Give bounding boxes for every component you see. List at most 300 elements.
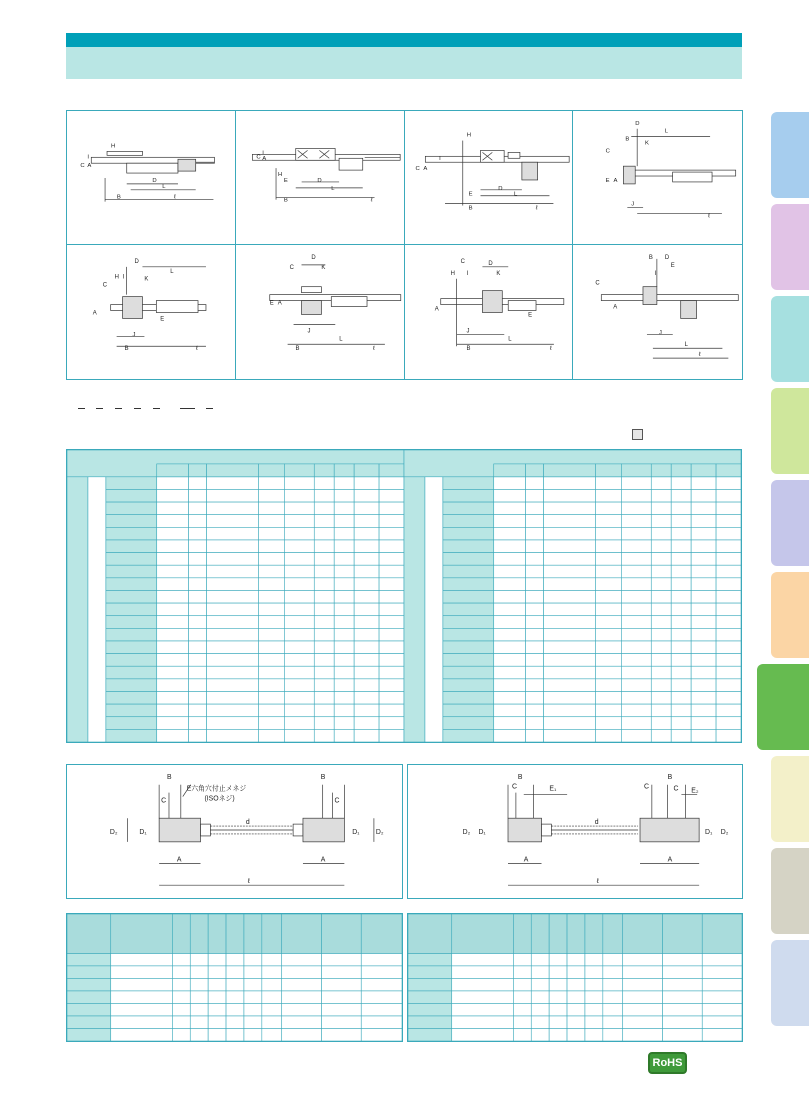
spec-data-cell: [189, 527, 207, 540]
spec-data-cell: [314, 477, 334, 490]
dim-data-cell: [190, 1028, 208, 1041]
spec-data-cell: [671, 603, 691, 616]
spec-subheader-cell: [258, 464, 284, 477]
spec-data-cell: [494, 717, 526, 730]
spec-data-cell: [595, 691, 621, 704]
side-tab-1[interactable]: [771, 112, 809, 198]
spec-data-cell: [691, 527, 716, 540]
left-drawing-label: A: [320, 856, 326, 864]
spec-data-cell: [258, 540, 284, 553]
side-tab-3[interactable]: [771, 296, 809, 382]
spec-data-cell: [621, 477, 651, 490]
diagram-3-label: C: [414, 166, 420, 173]
spec-data-cell: [284, 628, 314, 641]
spec-data-cell: [207, 679, 259, 692]
dim-data-cell: [662, 1028, 702, 1041]
right-drawing-label: B: [667, 773, 673, 781]
diagram-7-label: A: [434, 306, 439, 313]
diagram-6-label: E: [269, 300, 274, 307]
side-tab-10[interactable]: [771, 940, 809, 1026]
spec-model-cell: [443, 603, 494, 616]
spec-data-cell: [595, 729, 621, 742]
spec-data-cell: [544, 553, 596, 566]
spec-data-cell: [189, 515, 207, 528]
rohs-badge: RoHS: [648, 1052, 687, 1074]
spec-data-cell: [157, 565, 189, 578]
dim-data-cell: [190, 1016, 208, 1029]
diagram-4-label: D: [635, 120, 640, 127]
dim-data-cell: [172, 1016, 190, 1029]
spec-data-cell: [494, 691, 526, 704]
spec-data-cell: [314, 565, 334, 578]
spec-data-cell: [157, 654, 189, 667]
spec-data-cell: [691, 641, 716, 654]
diagram-4-label: K: [645, 140, 650, 147]
dim-data-cell: [585, 953, 603, 966]
spec-data-cell: [716, 590, 741, 603]
spec-data-cell: [716, 540, 741, 553]
spec-data-cell: [189, 578, 207, 591]
spec-data-cell: [284, 553, 314, 566]
spec-data-cell: [651, 704, 671, 717]
spec-data-cell: [651, 616, 671, 629]
spec-data-cell: [651, 590, 671, 603]
spec-data-cell: [189, 489, 207, 502]
spec-data-cell: [671, 729, 691, 742]
spec-data-cell: [314, 502, 334, 515]
dim-data-cell: [282, 978, 322, 991]
diagram-2-label: B: [283, 197, 288, 204]
dim-data-cell: [172, 966, 190, 979]
spec-data-cell: [284, 666, 314, 679]
spec-data-cell: [671, 578, 691, 591]
diagram-7-label: E: [527, 312, 532, 319]
diagram-3-label: H: [466, 132, 471, 139]
spec-data-cell: [526, 489, 544, 502]
spec-data-cell: [284, 704, 314, 717]
diagram-5-label: I: [122, 274, 125, 281]
spec-data-cell: [544, 628, 596, 641]
spec-data-cell: [526, 527, 544, 540]
spec-data-cell: [258, 628, 284, 641]
diagram-6-label: A: [277, 300, 282, 307]
dim-data-cell: [513, 978, 531, 991]
spec-data-cell: [284, 691, 314, 704]
diagram-3-label: E: [468, 191, 473, 198]
spec-data-cell: [595, 489, 621, 502]
spec-data-cell: [716, 527, 741, 540]
dim-model-cell: [408, 1028, 452, 1041]
spec-data-cell: [671, 540, 691, 553]
spec-model-cell: [443, 666, 494, 679]
dim-header-col: [662, 914, 702, 953]
spec-data-cell: [691, 540, 716, 553]
spec-data-cell: [334, 704, 354, 717]
dim-data-cell: [567, 1016, 585, 1029]
spec-data-cell: [671, 691, 691, 704]
dim-data-cell: [513, 1028, 531, 1041]
spec-data-cell: [334, 691, 354, 704]
diagram-7-label: H: [450, 270, 455, 277]
dim-data-cell: [513, 966, 531, 979]
spec-data-cell: [157, 515, 189, 528]
dim-data-cell: [282, 953, 322, 966]
spec-data-cell: [671, 679, 691, 692]
spec-data-cell: [258, 641, 284, 654]
diagram-4-label: A: [613, 177, 618, 184]
spec-data-cell: [258, 729, 284, 742]
diagram-5-label: K: [144, 276, 149, 283]
dim-model-cell: [408, 1003, 452, 1016]
spec-data-cell: [716, 515, 741, 528]
spec-data-cell: [258, 603, 284, 616]
spec-data-cell: [494, 616, 526, 629]
spec-data-cell: [157, 527, 189, 540]
dim-data-cell: [111, 991, 173, 1004]
spec-model-cell: [106, 527, 157, 540]
right-drawing-label: D₂: [720, 828, 729, 836]
dim-data-cell: [452, 953, 514, 966]
spec-subheader-cell: [716, 464, 741, 477]
dim-header-col: [531, 914, 549, 953]
diagram-4-label: ℓ: [708, 213, 711, 220]
spec-data-cell: [651, 628, 671, 641]
spec-data-cell: [334, 553, 354, 566]
dim-data-cell: [208, 1016, 226, 1029]
spec-model-cell: [443, 691, 494, 704]
spec-data-cell: [526, 616, 544, 629]
dim-data-cell: [190, 1003, 208, 1016]
spec-data-cell: [334, 515, 354, 528]
spec-data-cell: [379, 704, 404, 717]
dim-header-col: [567, 914, 585, 953]
spec-data-cell: [354, 527, 379, 540]
spec-data-cell: [621, 590, 651, 603]
spec-data-cell: [544, 717, 596, 730]
spec-data-cell: [314, 691, 334, 704]
spec-data-cell: [716, 679, 741, 692]
diagram-5-label: J: [132, 332, 136, 339]
spec-data-cell: [354, 540, 379, 553]
dim-data-cell: [531, 966, 549, 979]
dim-data-cell: [172, 953, 190, 966]
diagram-1-label: C: [80, 163, 85, 170]
spec-data-cell: [314, 729, 334, 742]
dim-data-cell: [585, 966, 603, 979]
spec-data-cell: [189, 679, 207, 692]
spec-data-cell: [544, 477, 596, 490]
spec-data-cell: [354, 616, 379, 629]
diagram-5-label: E: [160, 316, 165, 323]
spec-data-cell: [621, 515, 651, 528]
spec-data-cell: [258, 489, 284, 502]
spec-data-cell: [354, 565, 379, 578]
spec-subheader-cell: [207, 464, 259, 477]
spec-data-cell: [157, 489, 189, 502]
spec-data-cell: [314, 527, 334, 540]
spec-data-cell: [716, 502, 741, 515]
spec-data-cell: [621, 729, 651, 742]
dim-model-cell: [67, 978, 111, 991]
spec-data-cell: [157, 628, 189, 641]
diagram-8-label: B: [649, 254, 654, 261]
spec-subheader-cell: [334, 464, 354, 477]
spec-data-cell: [284, 679, 314, 692]
dim-data-cell: [513, 953, 531, 966]
dim-data-cell: [190, 978, 208, 991]
spec-model-cell: [106, 565, 157, 578]
dim-data-cell: [111, 978, 173, 991]
dim-model-cell: [67, 1028, 111, 1041]
diagram-3-label: B: [468, 205, 473, 212]
diagram-3-label: I: [438, 156, 441, 163]
spec-data-cell: [716, 666, 741, 679]
side-tab-5[interactable]: [771, 480, 809, 566]
spec-subheader-cell: [354, 464, 379, 477]
spec-subheader-cell: [189, 464, 207, 477]
diagram-3-label: L: [513, 191, 517, 198]
spec-data-cell: [334, 679, 354, 692]
diagram-8-label: C: [595, 280, 600, 287]
spec-data-cell: [595, 628, 621, 641]
spec-data-cell: [494, 603, 526, 616]
side-tab-8[interactable]: [771, 756, 809, 842]
dim-data-cell: [513, 991, 531, 1004]
diagram-7-label: C: [460, 258, 465, 265]
spec-model-cell: [443, 565, 494, 578]
diagram-3-label: ℓ: [535, 205, 538, 212]
diagram-8-label: A: [613, 304, 618, 311]
diagram-8-label: L: [684, 342, 689, 349]
spec-model-cell: [443, 540, 494, 553]
spec-data-cell: [207, 489, 259, 502]
diagram-8-label: J: [659, 330, 663, 337]
spec-data-cell: [671, 654, 691, 667]
spec-data-cell: [691, 477, 716, 490]
spec-data-cell: [334, 628, 354, 641]
dim-header-col: [262, 914, 282, 953]
spec-data-cell: [379, 489, 404, 502]
dim-data-cell: [452, 1003, 514, 1016]
dim-data-cell: [361, 953, 402, 966]
diagram-7-label: L: [507, 336, 512, 343]
spec-data-cell: [258, 717, 284, 730]
spec-data-cell: [314, 590, 334, 603]
spec-data-cell: [621, 489, 651, 502]
spec-data-cell: [334, 729, 354, 742]
dim-data-cell: [244, 966, 262, 979]
dim-data-cell: [262, 978, 282, 991]
spec-data-cell: [671, 553, 691, 566]
spec-data-cell: [314, 540, 334, 553]
side-tab-6[interactable]: [771, 572, 809, 658]
diagram-1-label: B: [116, 194, 121, 201]
spec-model-cell: [106, 553, 157, 566]
spec-data-cell: [207, 641, 259, 654]
dim-data-cell: [321, 1028, 361, 1041]
spec-data-cell: [691, 679, 716, 692]
spec-data-cell: [651, 641, 671, 654]
dim-data-cell: [702, 1003, 742, 1016]
dim-data-cell: [531, 991, 549, 1004]
diagram-6-label: D: [311, 254, 316, 261]
dim-data-cell: [531, 1028, 549, 1041]
spec-data-cell: [651, 717, 671, 730]
dim-data-cell: [244, 991, 262, 1004]
dim-data-cell: [226, 1003, 244, 1016]
spec-data-cell: [157, 704, 189, 717]
dim-model-cell: [67, 1016, 111, 1029]
dim-data-cell: [111, 1016, 173, 1029]
spec-data-cell: [334, 527, 354, 540]
spec-data-cell: [691, 590, 716, 603]
diagram-4-label: E: [605, 177, 610, 184]
dim-header-col: [190, 914, 208, 953]
spec-data-cell: [621, 641, 651, 654]
spec-data-cell: [334, 616, 354, 629]
dim-data-cell: [452, 978, 514, 991]
diagram-3-label: A: [422, 166, 427, 173]
spec-data-cell: [379, 691, 404, 704]
spec-data-cell: [189, 590, 207, 603]
spec-data-cell: [544, 679, 596, 692]
spec-data-cell: [651, 477, 671, 490]
diagram-7-label: J: [466, 328, 470, 335]
spec-subheader-cell: [494, 464, 526, 477]
spec-data-cell: [157, 717, 189, 730]
side-tab-9[interactable]: [771, 848, 809, 934]
spec-data-cell: [258, 515, 284, 528]
diagram-8-label: I: [655, 270, 657, 277]
spec-data-cell: [544, 691, 596, 704]
spec-data-cell: [379, 502, 404, 515]
diagram-4-label: C: [605, 148, 611, 155]
dim-data-cell: [702, 991, 742, 1004]
spec-data-cell: [258, 679, 284, 692]
spec-data-cell: [157, 679, 189, 692]
spec-data-cell: [621, 704, 651, 717]
spec-data-cell: [526, 477, 544, 490]
mounting-diagram-6: [236, 245, 405, 379]
spec-data-cell: [354, 717, 379, 730]
spec-data-cell: [691, 565, 716, 578]
spec-data-cell: [314, 628, 334, 641]
right-drawing-label: A: [523, 856, 529, 864]
spec-data-cell: [494, 666, 526, 679]
dimension-table-right: [407, 913, 743, 1042]
dim-data-cell: [452, 1028, 514, 1041]
side-tab-4[interactable]: [771, 388, 809, 474]
spec-subheader-cell: [157, 464, 189, 477]
dim-header-col: [585, 914, 603, 953]
diagram-2-label: E: [283, 177, 288, 184]
diagram-2-label: C: [256, 154, 261, 161]
spec-data-cell: [595, 578, 621, 591]
spec-data-cell: [716, 717, 741, 730]
spec-data-cell: [716, 691, 741, 704]
spec-data-cell: [544, 540, 596, 553]
side-tab-7-active[interactable]: [757, 664, 809, 750]
dim-data-cell: [662, 953, 702, 966]
right-drawing-label: C: [673, 785, 679, 793]
spec-data-cell: [494, 729, 526, 742]
dim-data-cell: [262, 1016, 282, 1029]
legend-box: [632, 429, 643, 440]
spec-data-cell: [544, 578, 596, 591]
diagram-2-label: L: [330, 185, 335, 192]
spec-data-cell: [621, 666, 651, 679]
spec-data-cell: [284, 527, 314, 540]
dim-data-cell: [111, 1028, 173, 1041]
spec-data-cell: [284, 515, 314, 528]
spec-data-cell: [691, 578, 716, 591]
dim-data-cell: [262, 966, 282, 979]
spec-model-cell: [106, 489, 157, 502]
dim-header-col: [208, 914, 226, 953]
dim-data-cell: [549, 1016, 567, 1029]
spec-data-cell: [671, 704, 691, 717]
spec-model-cell: [443, 578, 494, 591]
dim-data-cell: [549, 966, 567, 979]
spec-data-cell: [621, 527, 651, 540]
spec-data-cell: [671, 717, 691, 730]
right-drawing-label: D₂: [462, 828, 471, 836]
dim-header-col: [172, 914, 190, 953]
dim-data-cell: [585, 1003, 603, 1016]
spec-data-cell: [595, 565, 621, 578]
dim-data-cell: [172, 1028, 190, 1041]
dim-data-cell: [662, 978, 702, 991]
dim-data-cell: [662, 966, 702, 979]
spec-model-cell: [443, 641, 494, 654]
dim-data-cell: [321, 1003, 361, 1016]
spec-data-cell: [651, 691, 671, 704]
spec-data-cell: [621, 691, 651, 704]
dim-header-col: [452, 914, 514, 953]
side-tab-2[interactable]: [771, 204, 809, 290]
spec-data-cell: [544, 590, 596, 603]
spec-data-cell: [544, 502, 596, 515]
spec-data-cell: [284, 565, 314, 578]
spec-data-cell: [526, 641, 544, 654]
left-drawing-label: C: [334, 797, 340, 805]
dim-header-col: [244, 914, 262, 953]
dim-data-cell: [226, 953, 244, 966]
spec-model-cell: [443, 489, 494, 502]
spec-data-cell: [189, 717, 207, 730]
spec-data-cell: [207, 590, 259, 603]
dim-data-cell: [623, 991, 663, 1004]
spec-data-cell: [544, 729, 596, 742]
dim-data-cell: [262, 1028, 282, 1041]
spec-data-cell: [354, 477, 379, 490]
spec-subheader-cell: [595, 464, 621, 477]
spec-data-cell: [651, 654, 671, 667]
spec-data-cell: [189, 654, 207, 667]
dim-data-cell: [244, 953, 262, 966]
dim-data-cell: [172, 978, 190, 991]
spec-data-cell: [494, 489, 526, 502]
spec-data-cell: [258, 502, 284, 515]
dim-data-cell: [226, 991, 244, 1004]
spec-data-cell: [354, 489, 379, 502]
spec-data-cell: [157, 578, 189, 591]
spec-data-cell: [207, 704, 259, 717]
dim-data-cell: [702, 1028, 742, 1041]
right-drawing-label: B: [517, 773, 523, 781]
diagram-3-label: D: [497, 185, 502, 192]
right-drawing-label: A: [667, 856, 673, 864]
